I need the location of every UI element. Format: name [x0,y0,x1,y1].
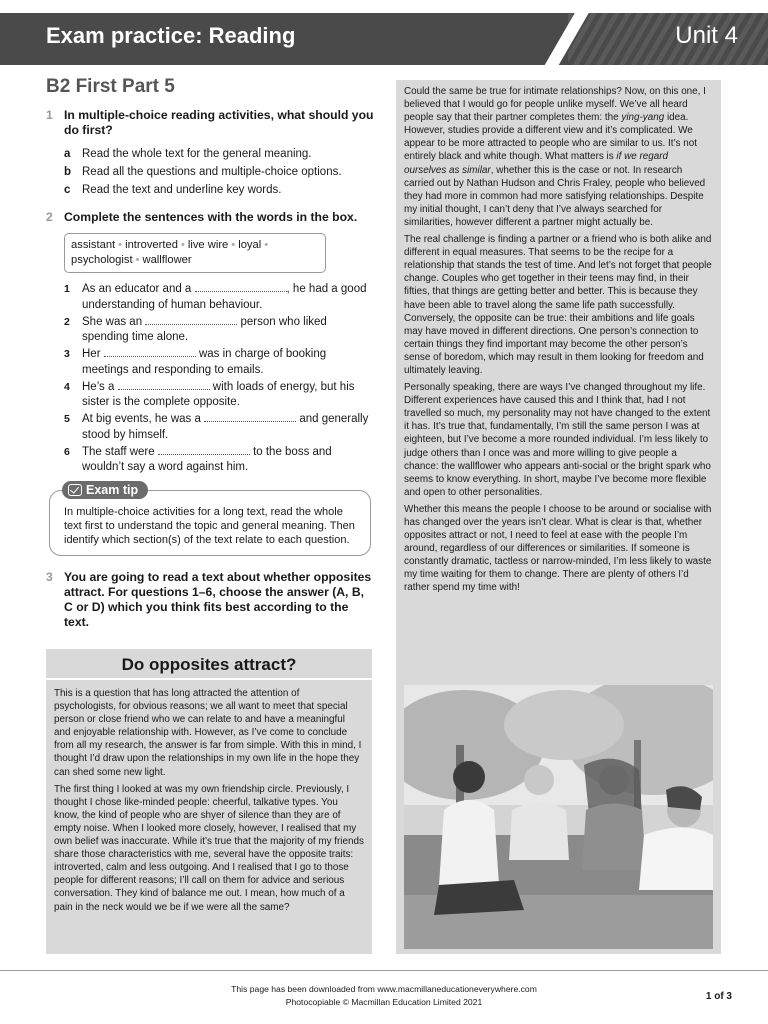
exam-tip-box [49,482,371,556]
sentence-number: 1 [64,283,70,295]
article-panel-right [396,80,721,954]
friends-photo [404,685,713,949]
sentence-item [64,315,374,346]
text-run: Could the same be true for intimate relationships? Now, on this one, I believed that I would go for people unlike myself. We’ve all heard people say that their partner completes them: the [404,86,706,124]
question-number: 3 [46,569,53,584]
photo-illustration [404,685,713,949]
sentence-list [64,282,374,476]
sentence-after: person who liked spending time alone. [82,315,327,343]
checkmark-icon [68,484,82,496]
question-3 [46,570,374,630]
word-item: loyal [238,239,262,251]
question-number: 2 [46,210,53,224]
article-paragraph: Personally speaking, there are ways I’ve changed throughout my life. Different experiences have caused this and I think that, had I not travelled so much, my personality may not have changed to the extent it has. It’s true that, fundamentally, I’m still the same person I was at eighteen, but I’ve become a more rounded individual. I’m less likely to judge others than I once was and more willing to give people a chance: the wallflower who appears anti-social or the bright spark who seems to know everything. In short, maybe I’ve become more flexible and open to other personalities. [404,382,711,498]
page-header [0,13,768,65]
article-body-right [396,80,721,595]
sentence-after: and generally stood by himself. [82,413,369,441]
page-number: 1 of 3 [705,991,732,1002]
emphasis-run: if we regard ourselves as similar [404,151,669,176]
sentence-item [64,380,374,411]
question-text: Complete the sentences with the words in the box. [64,210,358,224]
sentence-before: The staff were [82,445,155,458]
option-a[interactable] [64,145,374,163]
section-title: B2 First Part 5 [46,76,175,97]
sentence-item [64,412,374,443]
unit-label: Unit 4 [675,22,738,49]
option-c[interactable] [64,181,374,199]
article-paragraph: Whether this means the people I choose to be around or socialise with has changed over the years isn’t clear. What is clear is that, whether opposites attract or not, I need to feel at ease with the people I’m around, regardless of our differences or similarities. If someone is constantly dramatic, tactless or narrow-minded, I’m less likely to waste my time waiting for them to change. There are plenty of others I’d rather spend my time with! [404,503,712,594]
sentence-after: to the boss and wouldn’t say a word against him. [82,445,332,473]
sentence-item [64,445,374,476]
page-title: Exam practice: Reading [46,23,296,48]
option-letter: b [64,166,72,178]
answer-blank[interactable] [204,412,296,422]
article-paragraph: The first thing I looked at was my own friendship circle. Previously, I thought I chose like-minded people: cheerful, talkative types. You know, the kind of people who are shyer of silence than they are of empty noise. When I looked more closely, however, I realised that my own belief was inaccurate. While it’s true that the majority of my friends share those characteristics with me, several have the opposite traits: introverted, calm and less outgoing. And I realised that I go to those people for different reasons; I’ll call on them for advice and serious conversation. They kind of balance me out. I mean, how much of a pain in the neck would we be if we were all the same? [54,783,364,913]
option-text: Read all the questions and multiple-choice options. [82,166,342,178]
option-text: Read the whole text for the general meaning. [82,148,312,160]
sentence-before: She was an [82,315,143,328]
option-letter: c [64,184,71,196]
word-box: assistant • introverted • live wire • loyal • psychologist • wallflower [64,233,326,273]
footer-download-note: This page has been downloaded from www.macmillaneducationeverywhere.com [231,984,537,994]
question-1-options [64,145,374,199]
answer-blank[interactable] [145,315,237,325]
article-body-left [46,680,372,914]
word-item: live wire [187,239,229,251]
sentence-before: He’s a [82,380,115,393]
footer-divider [0,970,768,971]
word-item: introverted [125,239,178,251]
sentence-after: with loads of energy, but his sister is the complete opposite. [82,380,355,408]
exercises-column [46,76,374,630]
option-b[interactable] [64,163,374,181]
text-run: , whether this is the case or not. In research carried out by Nathan Hudson and Chris Fraley, people who believed they had more in common had more satisfying relationships. Despite my initial thought, I can’t deny that I’ve always searched for similarities, however different a partner might actually be. [404,164,706,228]
article-paragraph [404,85,713,229]
exam-tip-title: Exam tip [86,482,139,497]
answer-blank[interactable] [158,445,250,455]
answer-blank[interactable] [118,380,210,390]
word-item: assistant [71,239,116,251]
emphasis-run: ying-yang [621,112,665,124]
question-text: In multiple-choice reading activities, what should you do first? [64,108,374,137]
option-letter: a [64,148,71,160]
article-paragraph: The real challenge is finding a partner or a friend who is both alike and different in equal measures. That seems to be the recipe for a relationship that stands the test of time. And let’s not forget that people change. Couples who get together in their teens may find, in their fifties, that things are getting better and better. This is because they have been able to travel along the same life path successfully. Conversely, the opposite can be true: their ambitions and life goals may have moved in different directions. One person’s connection to certain things they find important may become the other person’s sense of boredom, which may result in them looking for freedom and ultimately leaving. [404,234,712,376]
sentence-before: At big events, he was a [82,413,201,425]
text-run: idea. However, studies provide a different view and it’s complicated. We appear to be more attracted to people who are similar to us. It’s not entirely black and white though. What matters is [404,112,697,163]
sentence-number: 2 [64,315,70,328]
article-paragraph: This is a question that has long attracted the attention of psychologists, for obvious reasons; we all want to meet that special person or close friend who we can relate to and have a meaningful and enjoyable relationship with. However, as I’ve come to conclude from all my research, the answer is far from simple. With this in mind, I thought I’d draw upon the relationships in my own life in the hope they can shed some new light. [54,688,362,778]
header-stripes [568,13,768,65]
sentence-item [64,282,374,313]
sentence-number: 5 [64,413,70,425]
exam-tip-label [62,481,148,499]
answer-blank[interactable] [195,282,287,292]
answer-blank[interactable] [104,347,196,357]
article-panel-left [46,649,372,954]
word-item: wallflower [142,254,192,266]
sentence-before: Her [82,348,101,360]
page-footer [0,983,768,1009]
sentence-before: As an educator and a [82,283,192,295]
article-title: Do opposites attract? [46,649,372,680]
question-2 [46,210,374,225]
sentence-number: 6 [64,445,70,458]
sentence-after: , he had a good understanding of human behaviour. [82,283,367,311]
word-item: psychologist [71,254,133,266]
exam-tip-text: In multiple-choice activities for a long text, read the whole text first to understand the topic and general meaning. Then identify which section(s) of the text relate to each question. [64,505,355,546]
sentence-item [64,347,374,378]
option-text: Read the text and underline key words. [82,184,282,196]
question-1 [46,108,374,138]
footer-copyright: Photocopiable © Macmillan Education Limited 2021 [285,997,483,1007]
sentence-after: was in charge of booking meetings and responding to emails. [82,348,327,376]
question-number: 1 [46,108,53,122]
sentence-number: 4 [64,380,70,393]
question-text: You are going to read a text about whether opposites attract. For questions 1–6, choose the answer (A, B, C or D) which you think fits best according to the text. [64,569,372,629]
sentence-number: 3 [64,348,70,360]
